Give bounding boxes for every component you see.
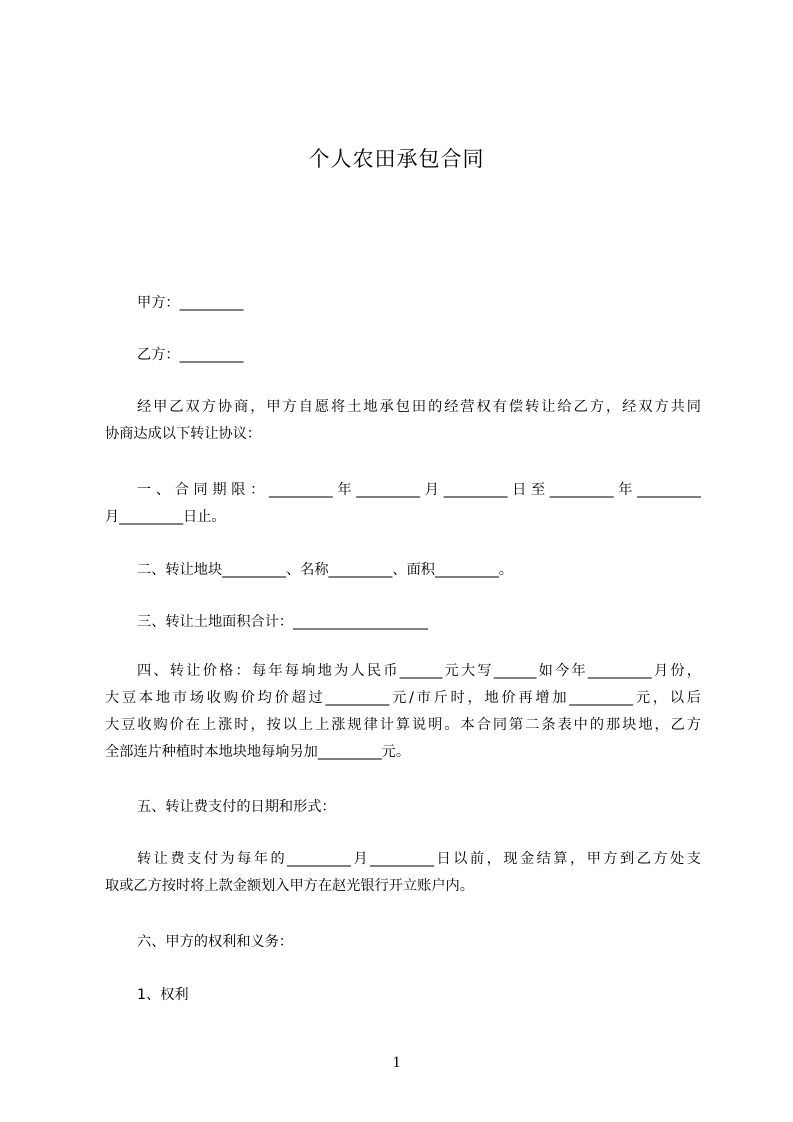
clause-1-term [105, 477, 701, 531]
clause-5-payment [105, 846, 701, 900]
clause-3-area: 三、转让土地面积合计：___________________ [137, 614, 428, 630]
clause-5-line-1: 转让费支付为每年的_________月_________日以前，现金结算，甲方到乙方处支 [137, 851, 701, 867]
party-b-line: 乙方：_________ [137, 347, 244, 363]
clause-5-title: 五、转让费支付的日期和形式： [137, 799, 336, 815]
clause-5-line-2: 取或乙方按时将上款金额划入甲方在赵光银行开立账户内。 [105, 878, 474, 894]
intro-paragraph [105, 394, 701, 448]
page-title: 个人农田承包合同 [308, 147, 485, 171]
intro-line-2: 协商达成以下转让协议： [105, 426, 262, 442]
clause-4-line-3: 大豆收购价在上涨时，按以上上涨规律计算说明。本合同第二条表中的那块地，乙方 [105, 717, 701, 733]
clause-6-sub-1: 1、权利 [137, 987, 189, 1003]
clause-1-line-1: 一、合同期限：_________年_________月_________日至_________年_________ [137, 482, 701, 498]
party-a-line: 甲方：_________ [137, 295, 244, 311]
clause-1-line-2: 月_________日止。 [105, 509, 226, 525]
clause-4-line-4: 全部连片种植时本地块地每垧另加_________元。 [105, 744, 411, 760]
intro-line-1: 经甲乙双方协商，甲方自愿将土地承包田的经营权有偿转让给乙方，经双方共同 [137, 399, 701, 415]
clause-4-line-1: 四、转让价格：每年每垧地为人民币______元大写______如今年_________月份， [137, 663, 701, 679]
clause-2-plot: 二、转让地块_________、名称_________、面积_________。 [137, 562, 513, 578]
page-number: 1 [392, 1054, 401, 1071]
clause-6-title: 六、甲方的权利和义务： [137, 934, 294, 950]
clause-4-price [105, 658, 701, 766]
clause-4-line-2: 大豆本地市场收购价均价超过_________元/市斤时，地价再增加_________元，以后 [105, 690, 701, 706]
